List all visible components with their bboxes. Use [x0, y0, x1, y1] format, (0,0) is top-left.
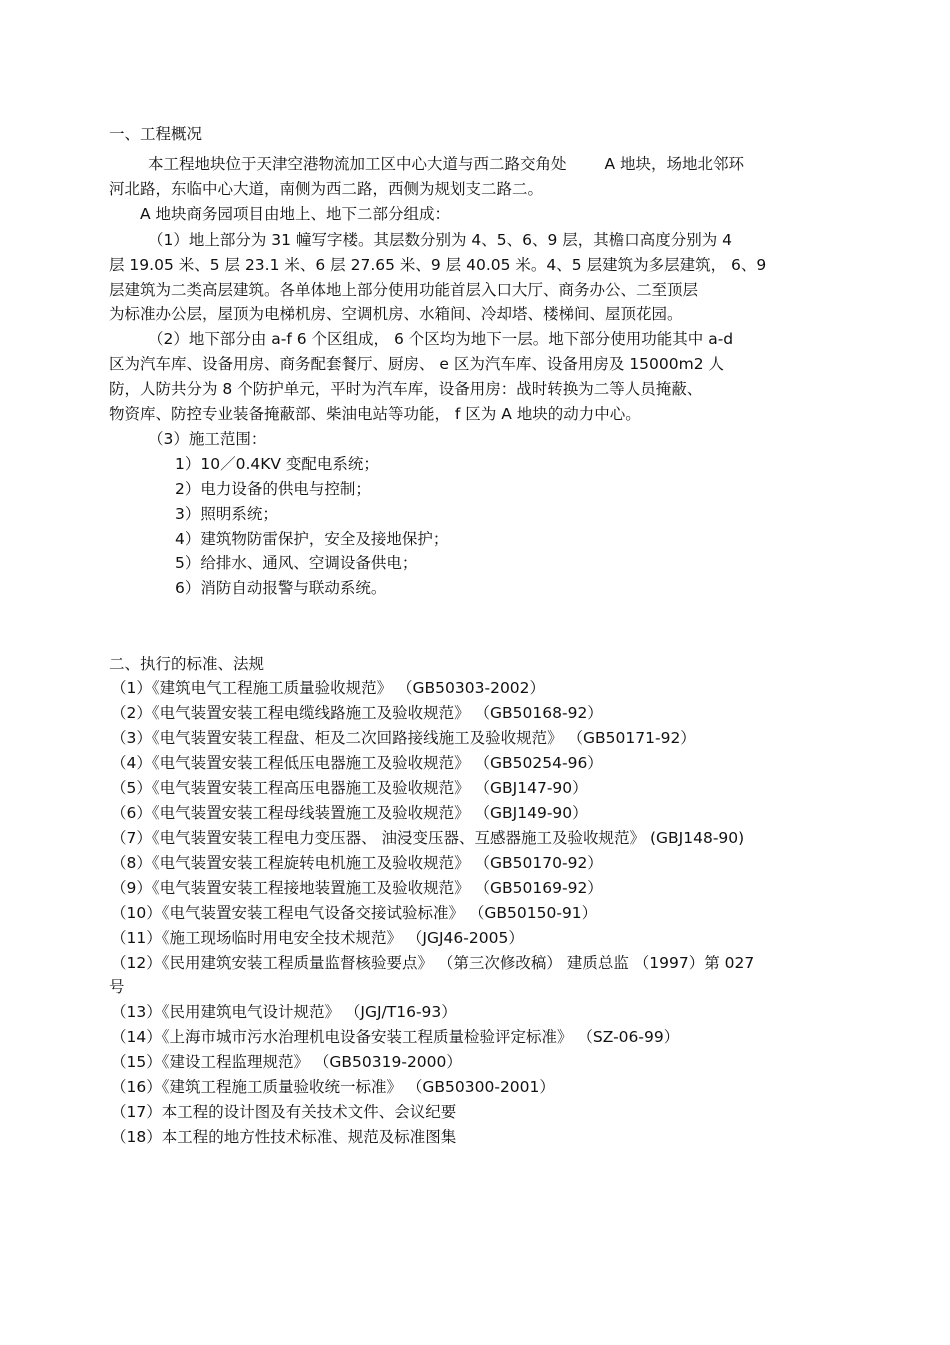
standard-ref-continuation: 号 [109, 978, 125, 996]
scope-item: 3）照明系统； [175, 505, 278, 523]
item-1-line: 为标准办公层，屋顶为电梯机房、空调机房、水箱间、冷却塔、楼梯间、屋顶花园。 [109, 305, 683, 323]
paragraph-line: A 地块商务园项目由地上、地下二部分组成： [140, 205, 451, 223]
scope-item: 1）10／0.4KV 变配电系统； [175, 455, 379, 473]
item-3-title: （3）施工范围： [148, 430, 267, 448]
standard-ref: （14）《上海市城市污水治理机电设备安装工程质量检验评定标准》 （SZ-06-99） [111, 1028, 680, 1046]
standard-ref: （3）《电气装置安装工程盘、柜及二次回路接线施工及验收规范》 （GB50171-92） [111, 729, 696, 747]
standard-ref: （12）《民用建筑安装工程质量监督核验要点》 （第三次修改稿） 建质总监 （1997）第 027 [111, 954, 755, 972]
standard-ref: （9）《电气装置安装工程接地装置施工及验收规范》 （GB50169-92） [111, 879, 603, 897]
standard-ref: （2）《电气装置安装工程电缆线路施工及验收规范》 （GB50168-92） [111, 704, 603, 722]
standard-ref: （4）《电气装置安装工程低压电器施工及验收规范》 （GB50254-96） [111, 754, 603, 772]
standard-ref: （1）《建筑电气工程施工质量验收规范》 （GB50303-2002） [111, 679, 546, 697]
standard-ref: （5）《电气装置安装工程高压电器施工及验收规范》 （GBJ147-90） [111, 779, 588, 797]
standard-ref: （10）《电气装置安装工程电气设备交接试验标准》 （GB50150-91） [111, 904, 598, 922]
scope-item: 5）给排水、通风、空调设备供电； [175, 554, 418, 572]
item-1-line: （1）地上部分为 31 幢写字楼。其层数分别为 4、5、6、9 层，其檐口高度分别为 4 [148, 231, 733, 249]
standard-ref: （16）《建筑工程施工质量验收统一标准》 （GB50300-2001） [111, 1078, 555, 1096]
standard-ref: （6）《电气装置安装工程母线装置施工及验收规范》 （GBJ149-90） [111, 804, 588, 822]
paragraph-text: 本工程地块位于天津空港物流加工区中心大道与西二路交角处 [148, 155, 567, 173]
scope-item: 6）消防自动报警与联动系统。 [175, 579, 387, 597]
section-2-title: 二、执行的标准、法规 [109, 655, 265, 673]
standard-ref: （7）《电气装置安装工程电力变压器、 油浸变压器、互感器施工及验收规范》 (GBJ148-90) [111, 829, 745, 847]
scope-item: 4）建筑物防雷保护，安全及接地保护； [175, 530, 449, 548]
paragraph-text: A 地块，场地北邻环 [604, 155, 745, 173]
item-1-line: 层 19.05 米、5 层 23.1 米、6 层 27.65 米、9 层 40.05 米。4、5 层建筑为多层建筑， 6、9 [109, 256, 767, 274]
standard-ref: （8）《电气装置安装工程旋转电机施工及验收规范》 （GB50170-92） [111, 854, 603, 872]
paragraph-line [148, 152, 848, 177]
standard-ref: （13）《民用建筑电气设计规范》 （JGJ/T16-93） [111, 1003, 457, 1021]
section-1-title: 一、工程概况 [109, 125, 203, 143]
paragraph-line: 河北路，东临中心大道，南侧为西二路，西侧为规划支二路二。 [109, 180, 544, 198]
item-2-line: 防，人防共分为 8 个防护单元，平时为汽车库，设备用房：战时转换为二等人员掩蔽、 [109, 380, 703, 398]
standard-ref: （11）《施工现场临时用电安全技术规范》 （JGJ46-2005） [111, 929, 524, 947]
item-2-line: 物资库、防控专业装备掩蔽部、柴油电站等功能， f 区为 A 地块的动力中心。 [109, 405, 641, 423]
item-2-line: （2）地下部分由 a-f 6 个区组成， 6 个区均为地下一层。地下部分使用功能其中 a-d [148, 330, 734, 348]
standard-ref: （18）本工程的地方性技术标准、规范及标准图集 [111, 1128, 457, 1146]
item-1-line: 层建筑为二类高层建筑。各单体地上部分使用功能首层入口大厅、商务办公、二至顶层 [109, 281, 699, 299]
scope-item: 2）电力设备的供电与控制； [175, 480, 371, 498]
standard-ref: （17）本工程的设计图及有关技术文件、会议纪要 [111, 1103, 457, 1121]
item-2-line: 区为汽车库、设备用房、商务配套餐厅、厨房、 e 区为汽车库、设备用房及 15000m2 人 [109, 355, 725, 373]
standard-ref: （15）《建设工程监理规范》 （GB50319-2000） [111, 1053, 462, 1071]
